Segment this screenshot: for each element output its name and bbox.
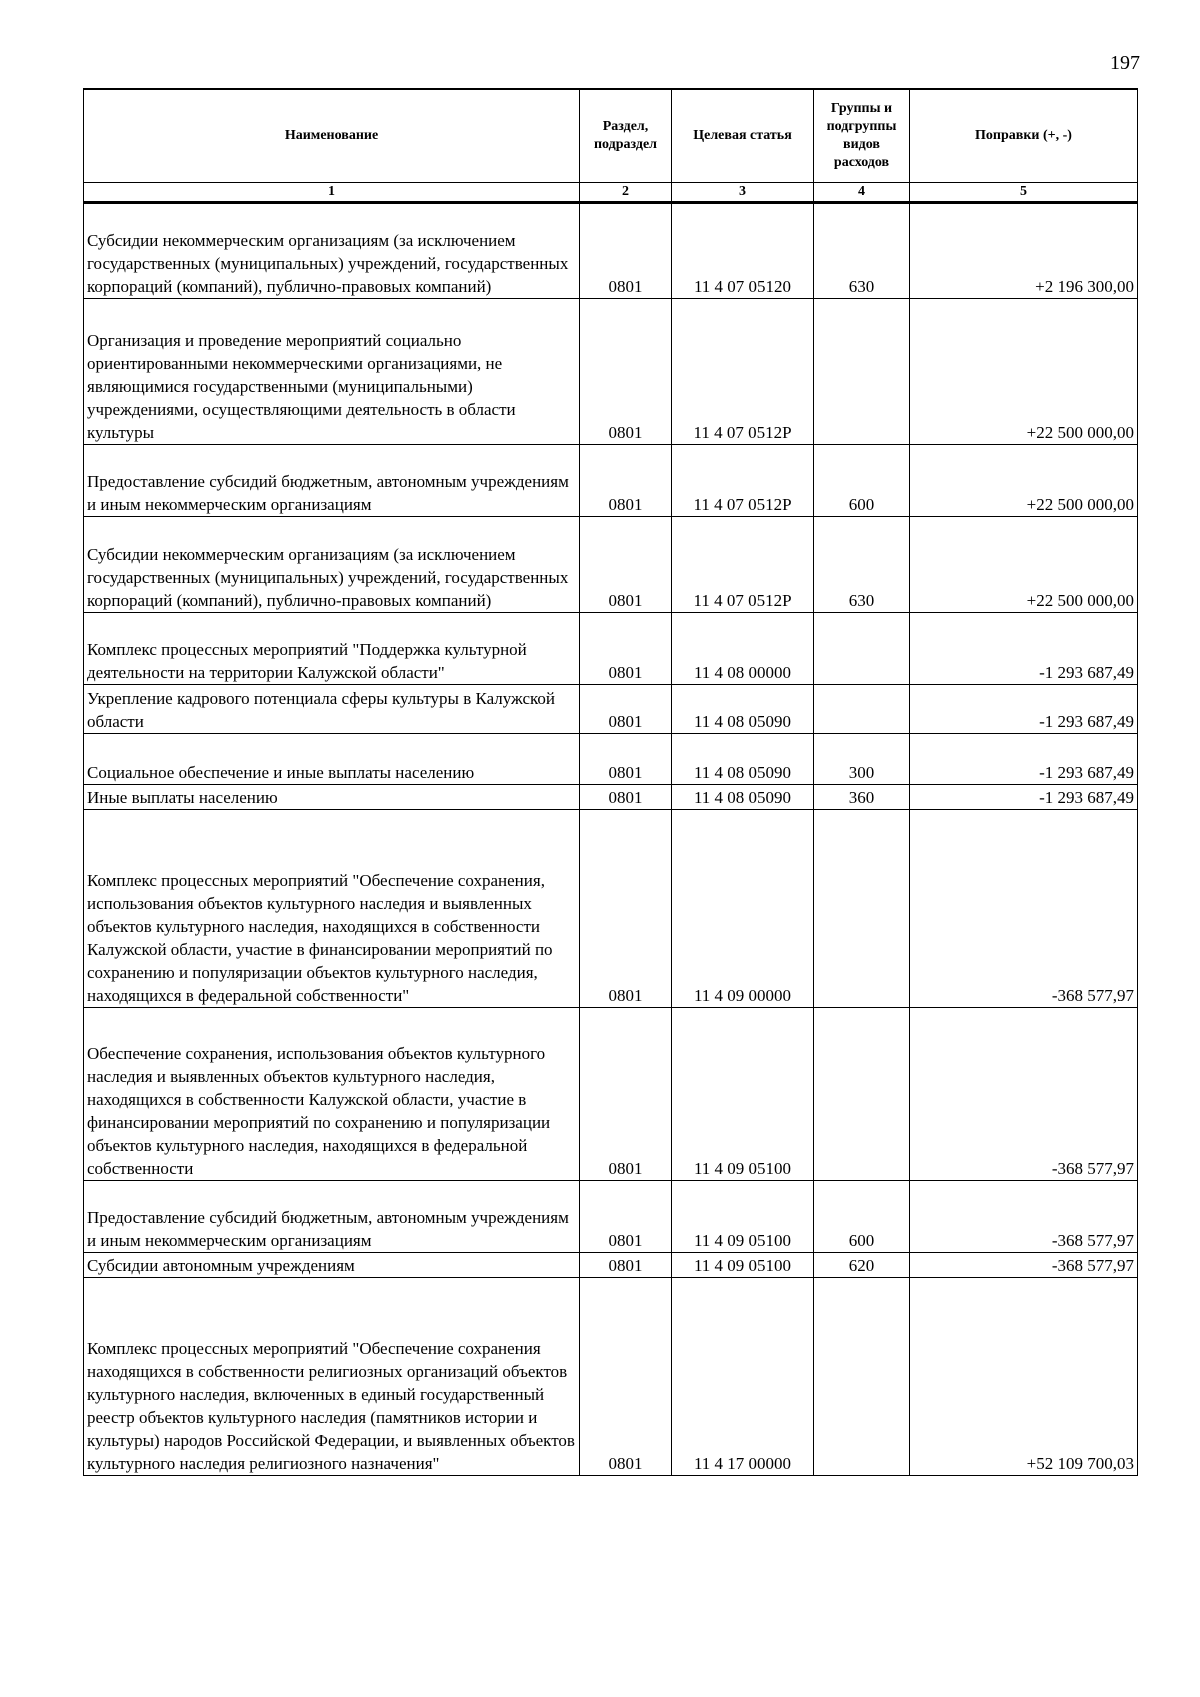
row-group xyxy=(814,1278,910,1476)
header-row xyxy=(84,89,1138,183)
row-target: 11 4 09 05100 xyxy=(672,1253,814,1278)
row-section: 0801 xyxy=(580,785,672,810)
table-row xyxy=(84,203,1138,299)
row-group xyxy=(814,1008,910,1181)
row-name: Субсидии некоммерческим организациям (за исключением государственных (муниципальных) учреждений, государственных корпораций (компаний), публично-правовых компаний) xyxy=(84,203,580,299)
header-amendments: Поправки (+, -) xyxy=(910,89,1138,183)
row-amount: -1 293 687,49 xyxy=(910,685,1138,734)
table-row xyxy=(84,1278,1138,1476)
header-name: Наименование xyxy=(84,89,580,183)
table-row xyxy=(84,734,1138,785)
row-target: 11 4 09 00000 xyxy=(672,810,814,1008)
row-amount: -368 577,97 xyxy=(910,1253,1138,1278)
row-amount: +52 109 700,03 xyxy=(910,1278,1138,1476)
column-number: 4 xyxy=(814,183,910,203)
row-target: 11 4 07 05120 xyxy=(672,203,814,299)
row-group: 360 xyxy=(814,785,910,810)
budget-amendments-table xyxy=(83,88,1138,1476)
row-target: 11 4 09 05100 xyxy=(672,1008,814,1181)
table-row xyxy=(84,1253,1138,1278)
row-group: 600 xyxy=(814,1181,910,1253)
row-section: 0801 xyxy=(580,1181,672,1253)
row-group: 620 xyxy=(814,1253,910,1278)
table-row xyxy=(84,1181,1138,1253)
row-target: 11 4 07 0512Р xyxy=(672,517,814,613)
row-name: Социальное обеспечение и иные выплаты населению xyxy=(84,734,580,785)
row-section: 0801 xyxy=(580,734,672,785)
row-group xyxy=(814,810,910,1008)
row-amount: +2 196 300,00 xyxy=(910,203,1138,299)
row-target: 11 4 08 00000 xyxy=(672,613,814,685)
row-name: Комплекс процессных мероприятий "Поддержка культурной деятельности на территории Калужской области" xyxy=(84,613,580,685)
row-group xyxy=(814,299,910,445)
row-target: 11 4 08 05090 xyxy=(672,685,814,734)
header-target: Целевая статья xyxy=(672,89,814,183)
row-section: 0801 xyxy=(580,613,672,685)
row-amount: -1 293 687,49 xyxy=(910,785,1138,810)
row-amount: -368 577,97 xyxy=(910,1008,1138,1181)
row-section: 0801 xyxy=(580,1008,672,1181)
row-amount: -1 293 687,49 xyxy=(910,734,1138,785)
row-group: 600 xyxy=(814,445,910,517)
row-group: 630 xyxy=(814,517,910,613)
row-target: 11 4 08 05090 xyxy=(672,734,814,785)
row-target: 11 4 07 0512Р xyxy=(672,299,814,445)
header-section: Раздел, подраздел xyxy=(580,89,672,183)
row-name: Комплекс процессных мероприятий "Обеспечение сохранения, использования объектов культурного наследия и выявленных объектов культурного наследия, находящихся в собственности Калужской области, участие в финансировании мероприятий по сохранению и популяризации объектов культурного наследия, находящихся в федеральной собственности" xyxy=(84,810,580,1008)
column-number: 5 xyxy=(910,183,1138,203)
row-group xyxy=(814,685,910,734)
row-amount: +22 500 000,00 xyxy=(910,517,1138,613)
row-name: Укрепление кадрового потенциала сферы культуры в Калужской области xyxy=(84,685,580,734)
row-name: Иные выплаты населению xyxy=(84,785,580,810)
row-name: Обеспечение сохранения, использования объектов культурного наследия и выявленных объектов культурного наследия, находящихся в собственности Калужской области, участие в финансировании мероприятий по сохранению и популяризации объектов культурного наследия, находящихся в федеральной собственности xyxy=(84,1008,580,1181)
column-number: 2 xyxy=(580,183,672,203)
row-section: 0801 xyxy=(580,1253,672,1278)
column-number: 3 xyxy=(672,183,814,203)
row-target: 11 4 07 0512Р xyxy=(672,445,814,517)
table-row xyxy=(84,299,1138,445)
row-section: 0801 xyxy=(580,299,672,445)
row-amount: +22 500 000,00 xyxy=(910,445,1138,517)
row-name: Предоставление субсидий бюджетным, автономным учреждениям и иным некоммерческим организациям xyxy=(84,1181,580,1253)
row-amount: -368 577,97 xyxy=(910,1181,1138,1253)
table-row xyxy=(84,810,1138,1008)
row-amount: +22 500 000,00 xyxy=(910,299,1138,445)
row-target: 11 4 09 05100 xyxy=(672,1181,814,1253)
table-row xyxy=(84,785,1138,810)
row-name: Организация и проведение мероприятий социально ориентированными некоммерческими организациями, не являющимися государственными (муниципальными) учреждениями, осуществляющими деятельность в области культуры xyxy=(84,299,580,445)
table-row xyxy=(84,517,1138,613)
row-group xyxy=(814,613,910,685)
row-section: 0801 xyxy=(580,810,672,1008)
page-number: 197 xyxy=(1110,52,1140,74)
header-groups: Группы и подгруппы видов расходов xyxy=(814,89,910,183)
column-number: 1 xyxy=(84,183,580,203)
row-name: Комплекс процессных мероприятий "Обеспечение сохранения находящихся в собственности религиозных организаций объектов культурного наследия, включенных в единый государственный реестр объектов культурного наследия (памятников истории и культуры) народов Российской Федерации, и выявленных объектов культурного наследия религиозного назначения" xyxy=(84,1278,580,1476)
row-target: 11 4 08 05090 xyxy=(672,785,814,810)
table-row xyxy=(84,613,1138,685)
row-name: Субсидии автономным учреждениям xyxy=(84,1253,580,1278)
row-amount: -368 577,97 xyxy=(910,810,1138,1008)
table-row xyxy=(84,685,1138,734)
row-section: 0801 xyxy=(580,685,672,734)
row-section: 0801 xyxy=(580,445,672,517)
row-group: 300 xyxy=(814,734,910,785)
row-section: 0801 xyxy=(580,1278,672,1476)
table-row xyxy=(84,445,1138,517)
row-name: Субсидии некоммерческим организациям (за исключением государственных (муниципальных) учреждений, государственных корпораций (компаний), публично-правовых компаний) xyxy=(84,517,580,613)
row-group: 630 xyxy=(814,203,910,299)
column-number-row xyxy=(84,183,1138,203)
row-amount: -1 293 687,49 xyxy=(910,613,1138,685)
row-name: Предоставление субсидий бюджетным, автономным учреждениям и иным некоммерческим организациям xyxy=(84,445,580,517)
row-target: 11 4 17 00000 xyxy=(672,1278,814,1476)
row-section: 0801 xyxy=(580,517,672,613)
row-section: 0801 xyxy=(580,203,672,299)
table-row xyxy=(84,1008,1138,1181)
